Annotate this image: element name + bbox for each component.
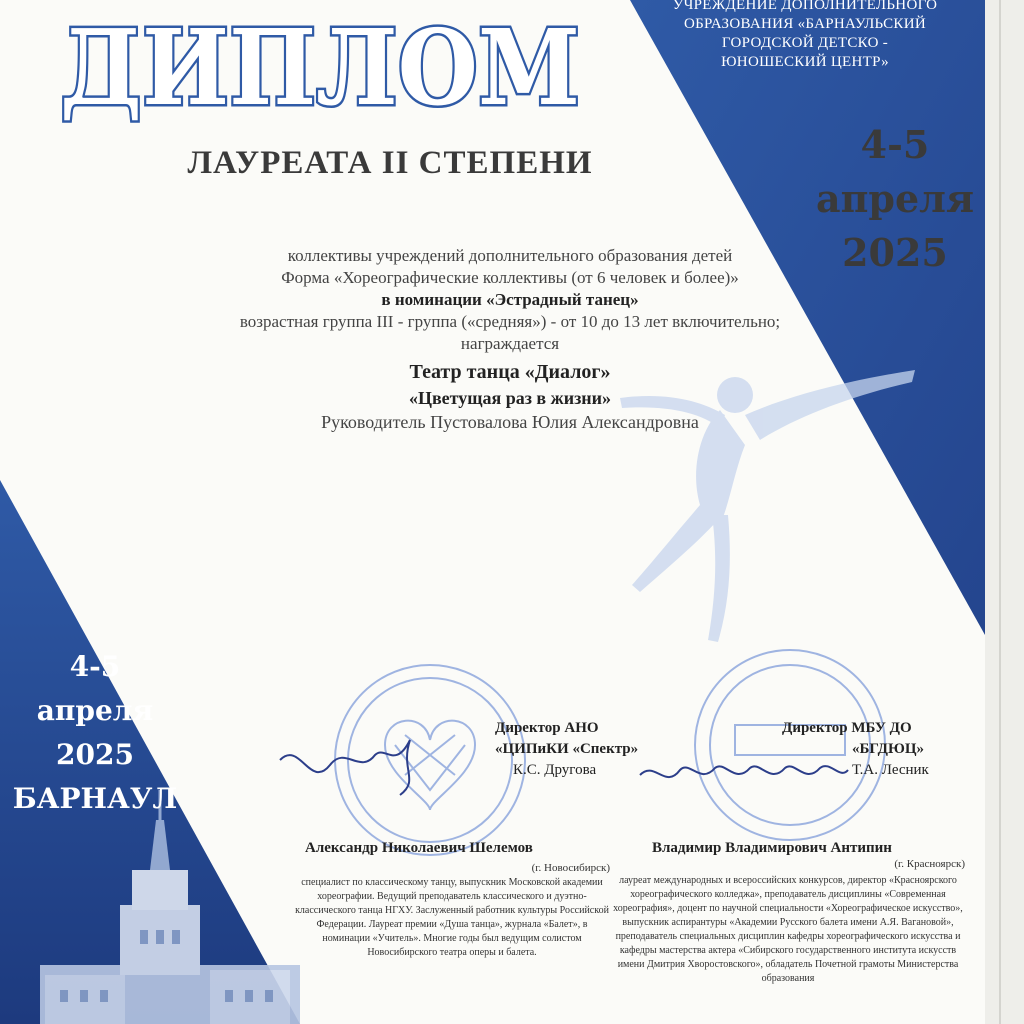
event-city: БАРНАУЛ xyxy=(12,782,178,815)
organizer-line: ОБРАЗОВАНИЯ «БАРНАУЛЬСКИЙ xyxy=(684,16,926,32)
organizer-header xyxy=(630,0,980,72)
organizer-line: ГОРОДСКОЙ ДЕТСКО - xyxy=(721,35,889,51)
jury-member-description: специалист по классическому танцу, выпускник Московской академии хореографии. Ведущий преподаватель классического и дуэтно-классического танца НГХУ. Заслуженный работник культуры Российской Федерации. Лауреат премии «Душа танца», журнала «Балет», в номинации «Учитель». Многие годы был ведущим солистом Новосибирского театра оперы и балета. xyxy=(295,877,609,958)
award-text xyxy=(140,245,880,434)
date-year: 2025 xyxy=(56,738,134,771)
jury-member-city: (г. Красноярск) xyxy=(894,858,965,870)
jury-member-city: (г. Новосибирск) xyxy=(531,862,610,874)
date-month: апреля xyxy=(815,176,975,221)
signature-block-right xyxy=(782,718,972,781)
page-edge xyxy=(985,0,1024,1024)
award-awarded: награждается xyxy=(460,334,560,353)
signatory-name: Т.А. Лесник xyxy=(852,762,929,778)
jury-member-name: Владимир Владимирович Антипин xyxy=(652,840,892,856)
award-form: Форма «Хореографические коллективы (от 6 человек и более)» xyxy=(281,268,739,287)
diploma-title-text: ДИПЛОМ xyxy=(60,6,580,124)
date-days: 4-5 xyxy=(860,122,930,167)
signatory-org: «ЦИПиКИ «Спектр» xyxy=(495,741,639,757)
jury-member-description: лауреат международных и всероссийских конкурсов, директор «Красноярского хореографического колледжа», преподаватель дисциплины «Современная хореография», доцент по научной специальности «Хореографическое искусство», выпускник аспирантуры «Академии Русского балета имени А.Я. Вагановой», преподаватель специальных дисциплин кафедры хореографического искусства и кафедры мастерства актера «Сибирского государственного института искусств имени Дмитрия Хворостовского», обладатель Почетной грамоты Министерства образования xyxy=(613,875,963,984)
award-category: коллективы учреждений дополнительного образования детей xyxy=(287,246,733,265)
organizer-line: ЮНОШЕСКИЙ ЦЕНТР» xyxy=(721,54,889,70)
signatory-title: Директор МБУ ДО xyxy=(782,720,912,736)
signatory-name: К.С. Другова xyxy=(513,762,597,778)
signatory-org: «БГДЮЦ» xyxy=(852,741,925,757)
diploma-title xyxy=(40,6,600,124)
signature-left xyxy=(280,740,410,795)
award-nomination: в номинации «Эстрадный танец» xyxy=(381,290,639,309)
award-age-group: возрастная группа III - группа («средняя») - от 10 до 13 лет включительно; xyxy=(239,312,781,331)
award-leader: Руководитель Пустовалова Юлия Александровна xyxy=(321,412,699,432)
award-recipient: Театр танца «Диалог» xyxy=(409,361,611,383)
signatory-title: Директор АНО xyxy=(495,720,599,736)
organizer-line: УЧРЕЖДЕНИЕ ДОПОЛНИТЕЛЬНОГО xyxy=(672,0,938,13)
date-year: 2025 xyxy=(842,230,948,275)
date-month: апреля xyxy=(36,694,154,727)
date-days: 4-5 xyxy=(69,650,121,683)
laureate-degree: ЛАУРЕАТА II СТЕПЕНИ xyxy=(187,145,593,181)
signature-block-left xyxy=(495,718,665,781)
award-piece: «Цветущая раз в жизни» xyxy=(408,388,612,408)
event-date-bottom xyxy=(0,645,190,821)
jury-member-name: Александр Николаевич Шелемов xyxy=(305,840,533,856)
